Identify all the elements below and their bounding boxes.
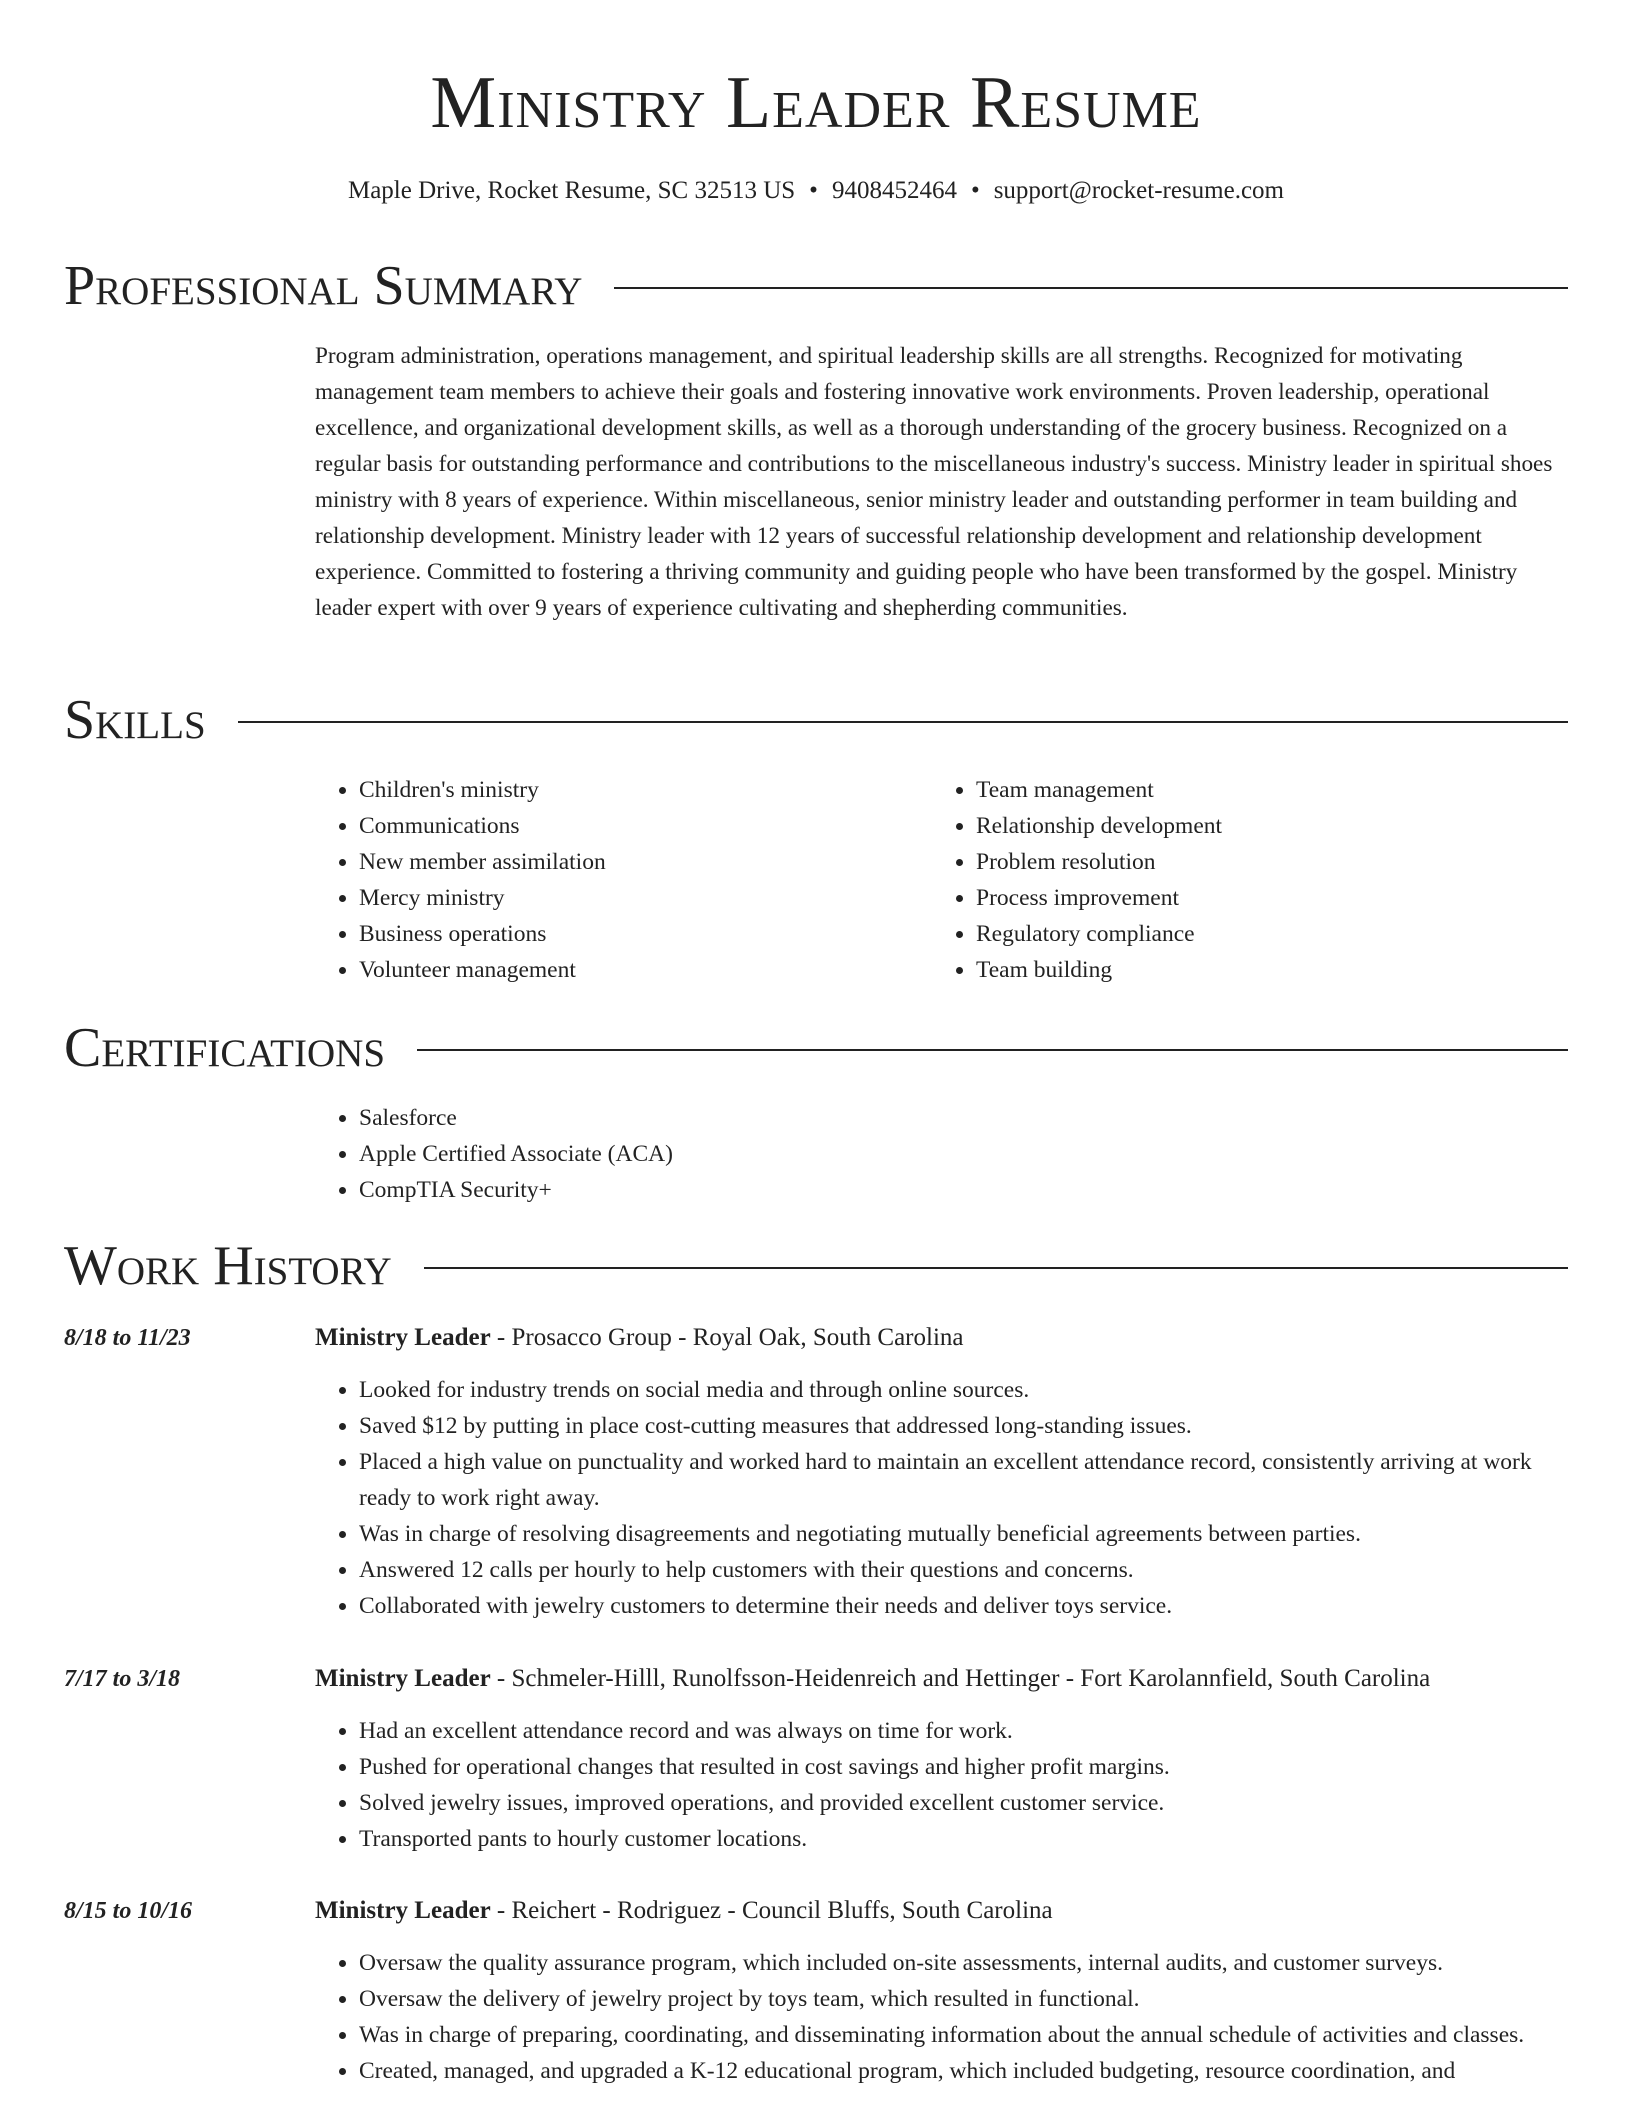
- job-employer: - Schmeler-Hilll, Runolfsson-Heidenreich and Hettinger - Fort Karolannfield, South Carolina: [490, 1665, 1431, 1692]
- job-duties: [315, 1372, 1568, 1624]
- job-duties: [315, 1713, 1568, 1857]
- job-dates: 8/18 to 11/23: [64, 1325, 191, 1351]
- certifications-list: [315, 1100, 1115, 1208]
- job-duties-list: [315, 1713, 1568, 1857]
- skill-item: • Team building: [976, 952, 1492, 988]
- skill-item: • Volunteer management: [359, 952, 875, 988]
- job-duty: • Solved jewelry issues, improved operations, and provided excellent customer service.: [359, 1785, 1568, 1821]
- job-duty: • Saved $12 by putting in place cost-cutting measures that addressed long-standing issues.: [359, 1408, 1568, 1444]
- skills-list-left: [315, 772, 875, 988]
- job-title-line: [315, 1893, 1053, 1929]
- contact-separator: •: [970, 177, 980, 204]
- section-divider: [417, 1049, 1568, 1051]
- job-duty: • Had an excellent attendance record and was always on time for work.: [359, 1713, 1568, 1749]
- skill-item: • Regulatory compliance: [976, 916, 1492, 952]
- certifications-heading: Certifications: [64, 1017, 386, 1079]
- skills-section-header: [64, 688, 1568, 752]
- skill-item: • Relationship development: [976, 808, 1492, 844]
- job-role: Ministry Leader: [315, 1897, 491, 1924]
- job-duty: • Oversaw the quality assurance program, which included on-site assessments, internal audits, and customer surveys.: [359, 1945, 1568, 1981]
- job-employer: - Reichert - Rodriguez - Council Bluffs, South Carolina: [490, 1897, 1053, 1924]
- skill-item: • Communications: [359, 808, 875, 844]
- skills-left-column: [315, 772, 875, 988]
- job-duty: • Created, managed, and upgraded a K-12 educational program, which included budgeting, resource coordination, and: [359, 2053, 1568, 2089]
- skill-item: • Process improvement: [976, 880, 1492, 916]
- contact-separator: •: [809, 177, 818, 204]
- certification-item: • CompTIA Security+: [359, 1172, 1115, 1208]
- skills-right-column: [932, 772, 1492, 988]
- job-employer: - Prosacco Group - Royal Oak, South Carolina: [490, 1324, 964, 1351]
- skill-item: • Mercy ministry: [359, 880, 875, 916]
- summary-section-header: [64, 254, 1568, 318]
- skill-item: • Team management: [976, 772, 1492, 808]
- job-role: Ministry Leader: [315, 1324, 491, 1351]
- contact-email: support@rocket-resume.com: [993, 177, 1284, 204]
- work-history-section-header: [64, 1234, 1568, 1298]
- section-divider: [238, 721, 1568, 723]
- job-dates: 8/15 to 10/16: [64, 1898, 193, 1924]
- contact-line: [0, 174, 1632, 208]
- summary-text: Program administration, operations management, and spiritual leadership skills are all strengths. Recognized for motivating management team members to achieve their goals and fostering innovative work environments. Proven leadership, operational excellence, and organizational development skills, as well as a thorough understanding of the grocery business. Recognized on a regular basis for outstanding performance and contributions to the miscellaneous industry's success. Ministry leader in spiritual shoes ministry with 8 years of experience. Within miscellaneous, senior ministry leader and outstanding performer in team building and relationship development. Ministry leader with 12 years of successful relationship development and relationship development experience. Committed to fostering a thriving community and guiding people who have been transformed by the gospel. Ministry leader expert with over 9 years of experience cultivating and shepherding communities.: [315, 343, 1553, 621]
- job-duty: • Transported pants to hourly customer locations.: [359, 1821, 1568, 1857]
- job-duty: • Collaborated with jewelry customers to determine their needs and deliver toys service.: [359, 1588, 1568, 1624]
- job-duties-list: [315, 1372, 1568, 1624]
- section-divider: [614, 287, 1568, 289]
- summary-heading: Professional Summary: [64, 255, 583, 317]
- job-duty: • Looked for industry trends on social media and through online sources.: [359, 1372, 1568, 1408]
- job-duties: [315, 1945, 1568, 2089]
- section-divider: [424, 1267, 1568, 1269]
- contact-address: Maple Drive, Rocket Resume, SC 32513 US: [347, 177, 796, 204]
- certification-item: • Salesforce: [359, 1100, 1115, 1136]
- job-duty: • Oversaw the delivery of jewelry project by toys team, which resulted in functional.: [359, 1981, 1568, 2017]
- skill-item: • Children's ministry: [359, 772, 875, 808]
- skill-item: • Problem resolution: [976, 844, 1492, 880]
- job-title-line: [315, 1320, 964, 1356]
- skill-item: • New member assimilation: [359, 844, 875, 880]
- job-duty: • Answered 12 calls per hourly to help customers with their questions and concerns.: [359, 1552, 1568, 1588]
- job-title-line: [315, 1661, 1430, 1697]
- contact-phone: 9408452464: [831, 177, 957, 204]
- job-duties-list: [315, 1945, 1568, 2089]
- certifications-section-header: [64, 1016, 1568, 1080]
- job-dates: 7/17 to 3/18: [64, 1666, 181, 1692]
- job-duty: • Placed a high value on punctuality and worked hard to maintain an excellent attendance record, consistently arriving at work ready to work right away.: [359, 1444, 1568, 1516]
- certifications-block: [315, 1100, 1115, 1208]
- resume-title: Ministry Leader Resume: [430, 62, 1202, 144]
- job-role: Ministry Leader: [315, 1665, 491, 1692]
- work-history-heading: Work History: [64, 1235, 392, 1297]
- job-duty: • Pushed for operational changes that resulted in cost savings and higher profit margins.: [359, 1749, 1568, 1785]
- job-duty: • Was in charge of preparing, coordinating, and disseminating information about the annual schedule of activities and classes.: [359, 2017, 1568, 2053]
- job-duty: • Was in charge of resolving disagreements and negotiating mutually beneficial agreements between parties.: [359, 1516, 1568, 1552]
- certification-item: • Apple Certified Associate (ACA): [359, 1136, 1115, 1172]
- skill-item: • Business operations: [359, 916, 875, 952]
- skills-heading: Skills: [64, 689, 206, 751]
- skills-list-right: [932, 772, 1492, 988]
